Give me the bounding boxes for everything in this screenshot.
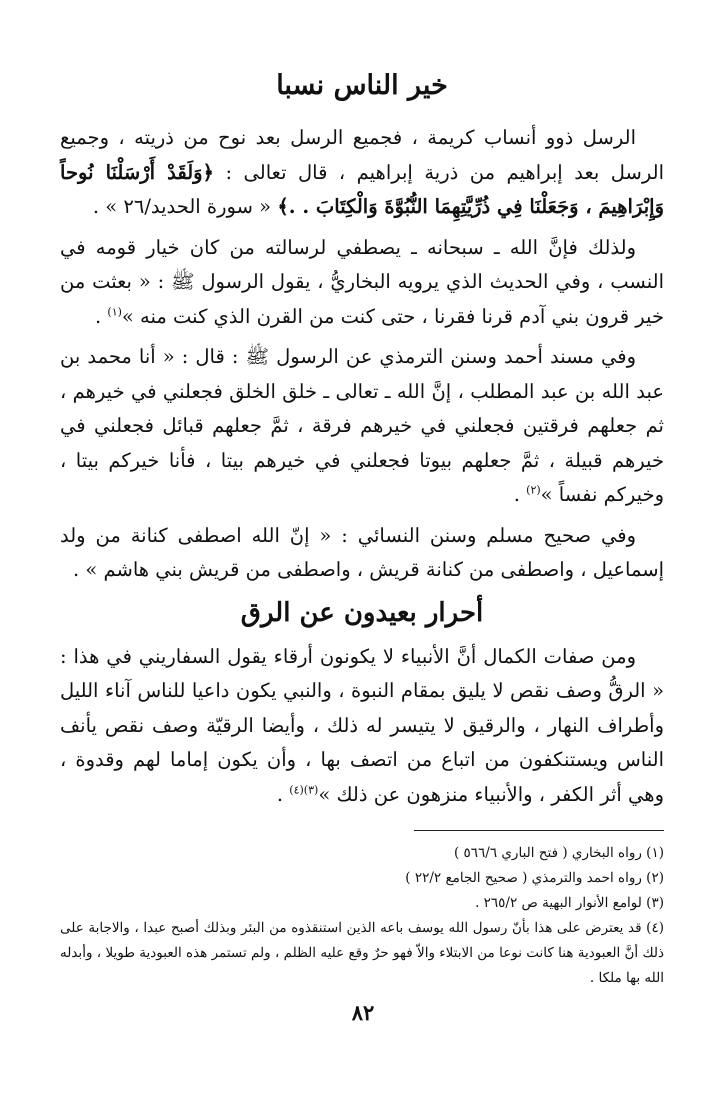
paragraph-5-text: ومن صفات الكمال أنَّ الأنبياء لا يكونون أرقاء يقول السفاريني في هذا : « الرقُّ وصف نقص لا يليق بمقام النبوة ، والنبي يكون داعيا للناس آناء الليل وأطراف النهار ، والرقيق لا يتيسر له ذلك ، وأيضا الرقيّة وصف نقص يأنف الناس ويستنكفون من اتباع من اتصف بها ، وأن يكون إماما لهم وقدوة ، وهي أثر الكفر ، والأنبياء منزهون عن ذلك »	[60, 644, 664, 806]
page-number: ٨٢	[351, 1000, 375, 1025]
footnote-1: (١) رواه البخاري ( فتح الباري ٥٦٦/٦ )	[453, 845, 664, 861]
paragraph-2-end: .	[95, 304, 108, 328]
footnote-4: (٤) قد يعترض على هذا بأنّ رسول الله يوسف باعه الذين استنقذوه من البئر وبذلك أصبح عبدا ، والاجابة على ذلك أنَّ العبودية هنا كانت نوعا من الابتلاء والاّ فهو حرٌ وقع عليه الظلم ، ولم تستمر هذه العبودية طويلا ، وأبدله الله بها ملكا .	[60, 920, 664, 986]
footnote-ref-1: (١)	[107, 305, 122, 318]
footnotes-list	[60, 841, 664, 991]
footnote-2: (٢) رواه احمد والترمذي ( صحيح الجامع ٢٢/٢ )	[405, 870, 664, 886]
surah-reference: « سورة الحديد/٢٦ » .	[92, 195, 278, 218]
paragraph-2-text: ولذلك فإنَّ الله ـ سبحانه ـ يصطفي لرسالته من كان خيار قومه في النسب ، وفي الحديث الذي يرويه البخاريُّ ، يقول الرسول ﷺ : « بعثت من خير قرون بني آدم قرنا فقرنا ، حتى كنت من القرن الذي كنت منه »	[60, 235, 664, 328]
paragraph-3-text: وفي مسند أحمد وسنن الترمذي عن الرسول ﷺ : قال : « أنا محمد بن عبد الله بن عبد المطلب ، إنَّ الله ـ تعالى ـ خلق الخلق فجعلني في خيرهم ، ثم جعلهم فرقتين فجعلني في خيرهم فرقة ، ثمَّ جعلهم قبائل فجعلني في خيرهم قبيلة ، ثمَّ جعلهم بيوتا فجعلني في خيرهم بيتا ، فأنا خيركم بيتا ، وخيركم نفساً »	[60, 345, 664, 506]
section-title-free-from-slavery: أحرار بعيدون عن الرق	[240, 597, 484, 628]
quran-verse: ﴿وَلَقَدْ أَرْسَلْنَا نُوحاً وَإِبْرَاهِيمَ ، وَجَعَلْنَا فِي ذُرِّيَّتِهِمَا النُّبُوَّةَ وَالْكِتَابَ . .﴾	[60, 160, 664, 218]
footnote-divider	[414, 830, 664, 831]
paragraph-3	[60, 340, 664, 513]
paragraph-2	[60, 231, 664, 335]
paragraph-3-end: .	[513, 483, 527, 506]
section-title-best-lineage: خير الناس نسبا	[276, 70, 448, 101]
footnote-3: (٣) لوامع الأنوار البهية ص ٢٦٥/٢ .	[475, 895, 664, 911]
paragraph-4-text: وفي صحيح مسلم وسنن النسائي : « إنّ الله اصطفى كنانة من ولد إسماعيل ، واصطفى من كنانة قريش ، واصطفى من قريش بني هاشم » .	[60, 523, 664, 581]
paragraph-4	[60, 519, 664, 588]
footnote-ref-2: (٢)	[526, 483, 541, 497]
paragraph-5	[60, 640, 664, 813]
paragraph-1-text: الرسل ذوو أنساب كريمة ، فجميع الرسل بعد نوح من ذريته ، وجميع الرسل بعد إبراهيم من ذرية إبراهيم ، قال تعالى :	[60, 126, 664, 184]
footnote-ref-3-4: (٣)(٤)	[289, 783, 319, 796]
paragraph-1	[60, 121, 664, 225]
paragraph-5-end: .	[276, 782, 290, 806]
